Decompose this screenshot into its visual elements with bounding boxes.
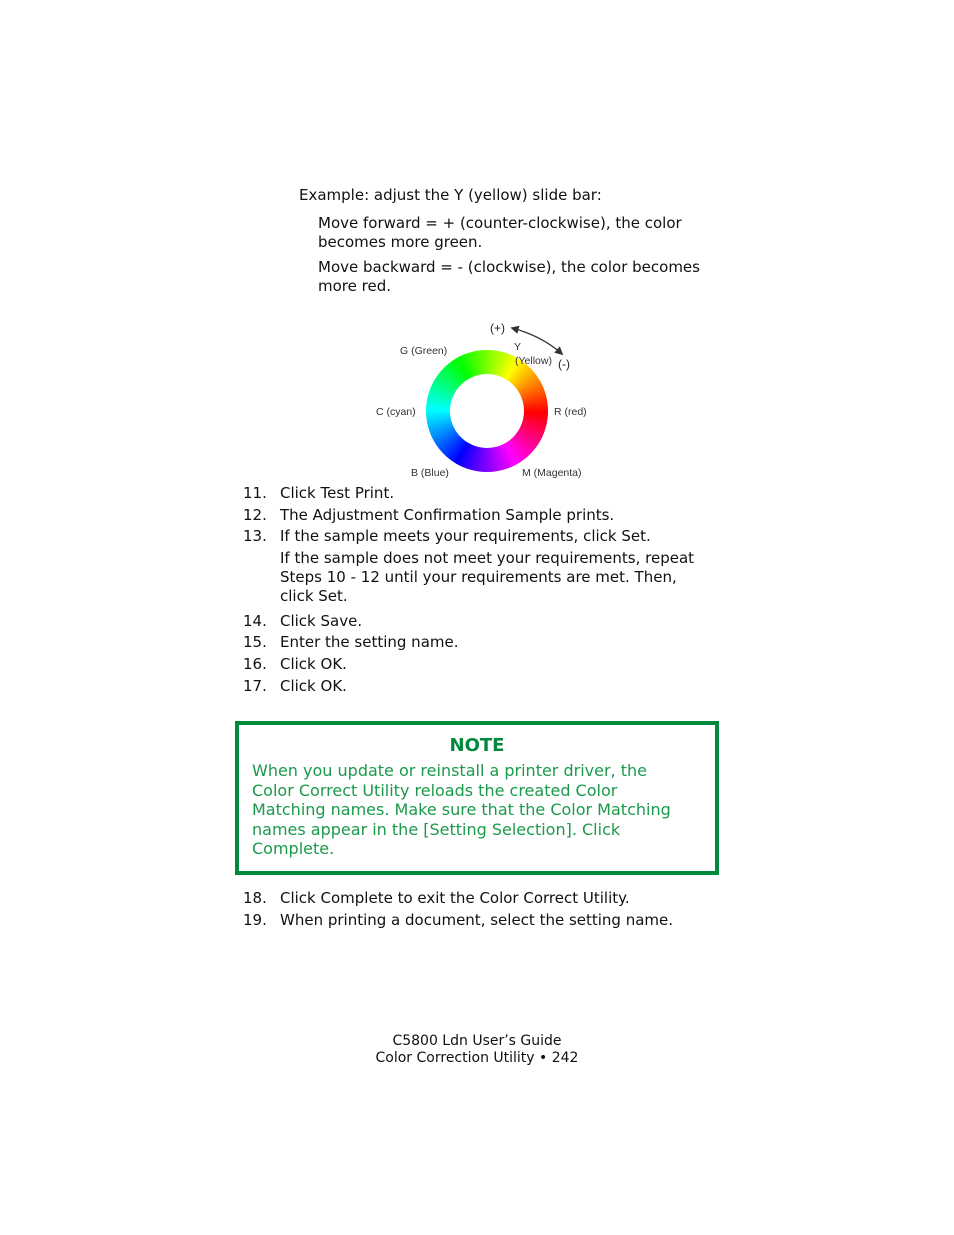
step-number: 17. <box>243 677 267 695</box>
cyan-label: C (cyan) <box>376 406 416 418</box>
step-text: Click OK. <box>280 677 347 695</box>
note-box <box>235 721 719 875</box>
backward-description <box>318 258 728 296</box>
forward-line-2: becomes more green. <box>318 233 483 251</box>
step-text: Click Test Print. <box>280 484 395 502</box>
green-label: G (Green) <box>400 345 448 357</box>
step-number: 19. <box>243 911 267 929</box>
red-label: R (red) <box>554 406 587 418</box>
note-title: NOTE <box>449 735 505 756</box>
yellow-label: (Yellow) <box>515 355 552 367</box>
step-text: Enter the setting name. <box>280 633 459 651</box>
step-text: If the sample meets your requirements, click Set. <box>280 527 651 545</box>
footer-section-page: Color Correction Utility • 242 <box>375 1050 579 1066</box>
forward-line-1: Move forward = + (counter-clockwise), the color <box>318 214 682 232</box>
magenta-label: M (Magenta) <box>522 467 582 479</box>
step-text: Click Save. <box>280 612 363 630</box>
note-line-5: Complete. <box>252 839 335 858</box>
blue-label: B (Blue) <box>411 467 449 479</box>
step-text: When printing a document, select the setting name. <box>280 911 674 929</box>
minus-label: (-) <box>558 357 570 371</box>
note-line-3: Matching names. Make sure that the Color Matching <box>252 800 671 819</box>
step-number: 18. <box>243 889 267 907</box>
sub-line-2: Steps 10 - 12 until your requirements are met. Then, <box>280 568 677 586</box>
forward-description <box>318 214 728 252</box>
plus-label: (+) <box>490 321 505 335</box>
sub-line-1: If the sample does not meet your requirements, repeat <box>280 549 695 567</box>
step-number: 15. <box>243 633 267 651</box>
note-line-2: Color Correct Utility reloads the created Color <box>252 780 618 800</box>
step-number: 16. <box>243 655 267 673</box>
step-number: 13. <box>243 527 267 545</box>
backward-line-1: Move backward = - (clockwise), the color becomes <box>318 258 700 276</box>
note-line-4: names appear in the [Setting Selection]. Click <box>252 819 621 839</box>
step-number: 11. <box>243 484 267 502</box>
step-number: 12. <box>243 506 267 524</box>
step-number: 14. <box>243 612 267 630</box>
step-text: The Adjustment Confirmation Sample prints. <box>280 506 615 524</box>
color-wheel-figure <box>370 316 600 484</box>
note-body <box>252 761 702 859</box>
backward-line-2: more red. <box>318 277 391 295</box>
yellow-y-label: Y <box>514 341 522 353</box>
step-text: Click Complete to exit the Color Correct Utility. <box>280 889 630 907</box>
ring-segment <box>487 409 553 412</box>
footer-guide-title: C5800 Ldn User’s Guide <box>392 1033 562 1049</box>
step-13-subtext <box>280 549 730 606</box>
example-intro: Example: adjust the Y (yellow) slide bar: <box>299 186 602 204</box>
note-line-1: When you update or reinstall a printer driver, the <box>252 761 647 780</box>
step-text: Click OK. <box>280 655 347 673</box>
sub-line-3: click Set. <box>280 587 348 605</box>
